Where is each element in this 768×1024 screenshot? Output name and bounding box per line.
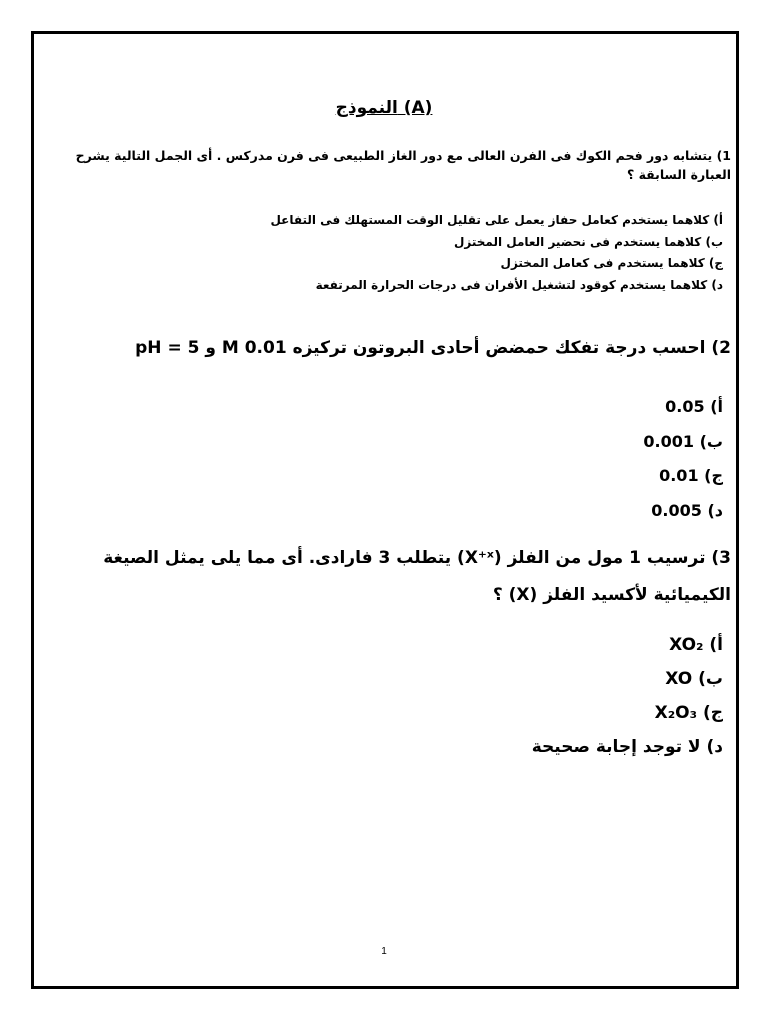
formula: XO [665, 669, 693, 689]
option-c [532, 696, 723, 730]
option-a: أ) 0.05 [665, 397, 723, 416]
option-c: ج) 0.01 [659, 466, 723, 485]
option-d: د) 0.005 [651, 500, 723, 520]
option-c: ج) كلاهما يستخدم فى كعامل المختزل [500, 256, 723, 270]
question-3-options [532, 628, 723, 764]
page-number: 1 [381, 946, 387, 957]
question-1-options [270, 210, 723, 296]
option-a: أ) كلاهما يستخدم كعامل حفاز يعمل على تقليل الوقت المستهلك فى التفاعل [270, 213, 723, 227]
option-b: ب) كلاهما يستخدم فى نحضير العامل المختزل [453, 234, 723, 249]
question-2: 2) احسب درجة تفكك حمضض أحادى البروتون تركيزه 0.01 M و pH = 5 [135, 338, 731, 358]
option-b: ب) 0.001 [643, 431, 723, 451]
option-label: أ) [709, 635, 723, 655]
option-label: ج) [702, 703, 723, 723]
formula: XO₂ [669, 635, 704, 655]
formula: X₂O₃ [654, 703, 698, 723]
option-b [532, 662, 723, 696]
option-d: د) كلاهما يستخدم كوقود لتشغيل الأفران فى درجات الحرارة المرتفعة [315, 277, 723, 292]
option-a [532, 628, 723, 662]
option-label: ب) [698, 669, 723, 689]
question-3: 3) ترسيب 1 مول من الفلز (X⁺ˣ) يتطلب 3 فارادى. أى مما يلى يمثل الصيغة الكيميائية لأكسيد الفلز (X) ؟ [103, 548, 731, 605]
question-1: 1) يتشابه دور فحم الكوك فى الفرن العالى مع دور الغاز الطبيعى فى فرن مدركس . أى الجمل التالية يشرح العبارة السابقة ؟ [75, 148, 731, 182]
question-2-options [643, 390, 723, 528]
option-text: د) لا توجد إجابة صحيحة [531, 737, 723, 757]
option-d [532, 730, 723, 764]
page-title: النموذج (A) [335, 98, 433, 118]
